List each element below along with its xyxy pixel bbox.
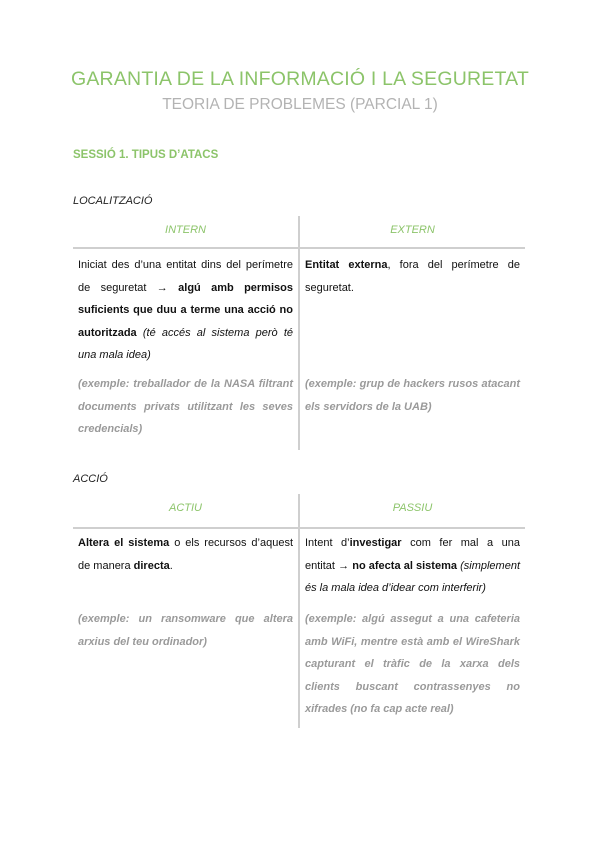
table-column-divider [298, 494, 300, 728]
page-title: GARANTIA DE LA INFORMACIÓ I LA SEGURETAT [70, 68, 530, 90]
cell-passiu-description: Intent d’investigar com fer mal a una entitat → no afecta al sistema (simplement és la mala idea d’idear com interferir) [305, 537, 521, 594]
section-label-localitzacio: LOCALITZACIÓ [73, 195, 153, 207]
cell-intern-example: (exemple: treballador de la NASA filtrant documents privats utilitzant les seves credencials) [78, 378, 293, 435]
cell-extern-description: Entitat externa, fora del perímetre de seguretat. [305, 259, 520, 294]
cell-intern-description: Iniciat des d’una entitat dins del perímetre de seguretat → algú amb permisos suficients que duu a terme una acció no autoritzada (té accés al sistema però té una mala idea) [78, 259, 293, 361]
table-column-divider [298, 216, 300, 450]
cell-extern-example: (exemple: grup de hackers rusos atacant els servidors de la UAB) [305, 378, 520, 413]
localitzacio-table [73, 216, 525, 450]
session-heading: SESSIÓ 1. TIPUS D’ATACS [73, 149, 219, 161]
col-header-extern: EXTERN [390, 224, 435, 236]
col-header-passiu: PASSIU [392, 502, 433, 514]
cell-passiu-example: (exemple: algú assegut a una cafeteria amb WiFi, mentre està amb el WireShark capturant el tràfic de la xarxa dels clients buscant contrassenyes no xifrades (no fa cap acte real) [305, 613, 520, 715]
col-header-actiu: ACTIU [169, 502, 202, 514]
col-header-intern: INTERN [165, 224, 206, 236]
page-subtitle: TEORIA DE PROBLEMES (PARCIAL 1) [162, 96, 438, 113]
section-label-accio: ACCIÓ [73, 473, 108, 485]
accio-table [73, 494, 525, 728]
cell-actiu-description: Altera el sistema o els recursos d’aquest de manera directa. [78, 537, 293, 572]
cell-actiu-example: (exemple: un ransomware que altera arxius del teu ordinador) [78, 613, 293, 648]
